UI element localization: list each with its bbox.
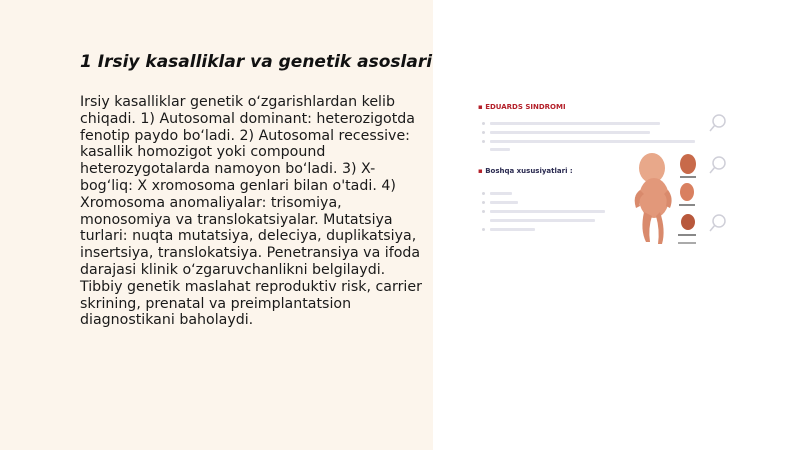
figure-bullet xyxy=(482,192,485,195)
magnifier-icon xyxy=(708,213,728,233)
figure-faint-line xyxy=(490,140,695,143)
figure-bullet xyxy=(482,131,485,134)
figure-bullet xyxy=(482,122,485,125)
figure-faint-line xyxy=(490,201,518,204)
figure-faint-line xyxy=(490,219,595,222)
slide-title: 1 Irsiy kasalliklar va genetik asoslari xyxy=(80,52,433,72)
figure-subheading: ▪ Boshqa xususiyatlari : xyxy=(478,167,573,175)
figure-faint-line xyxy=(490,148,510,151)
magnifier-icon xyxy=(708,155,728,175)
figure-bullet xyxy=(482,210,485,213)
figure-faint-line xyxy=(490,192,512,195)
figure-bullet xyxy=(482,228,485,231)
infant-photo xyxy=(630,150,702,250)
magnifier-icon xyxy=(708,113,728,133)
figure-faint-line xyxy=(490,228,535,231)
figure-faint-line xyxy=(490,122,660,125)
figure-bullet xyxy=(482,140,485,143)
figure-faint-line xyxy=(490,210,605,213)
figure-bullet xyxy=(482,201,485,204)
slide-body-text: Irsiy kasalliklar genetik o‘zgarishlardan kelib chiqadi. 1) Autosomal dominant: heterozigotda fenotip paydo bo‘ladi. 2) Autosomal recessive: kasallik homozigot yoki compound heterozygotalarda namoyon bo‘ladi. 3) X-bog‘liq: X xromosoma genlari bilan o'tadi. 4) Xromosoma anomaliyalar: trisomiya, monosomiya va translokatsiyalar. Mutatsiya turlari: nuqta mutatsiya, deleciya, duplikatsiya, insertsiya, translokatsiya. Penetransiya va ifoda darajasi klinik o‘zgaruvchanlikni belgilaydi. Tibbiy genetik maslahat reproduktiv risk, carrier skrining, prenatal va preimplantatsion diagnostikani baholaydi. xyxy=(80,94,422,329)
figure-faint-line xyxy=(490,131,650,134)
figure-heading: ▪ EDUARDS SINDROMI xyxy=(478,103,566,111)
slide-figure-image xyxy=(470,95,740,255)
